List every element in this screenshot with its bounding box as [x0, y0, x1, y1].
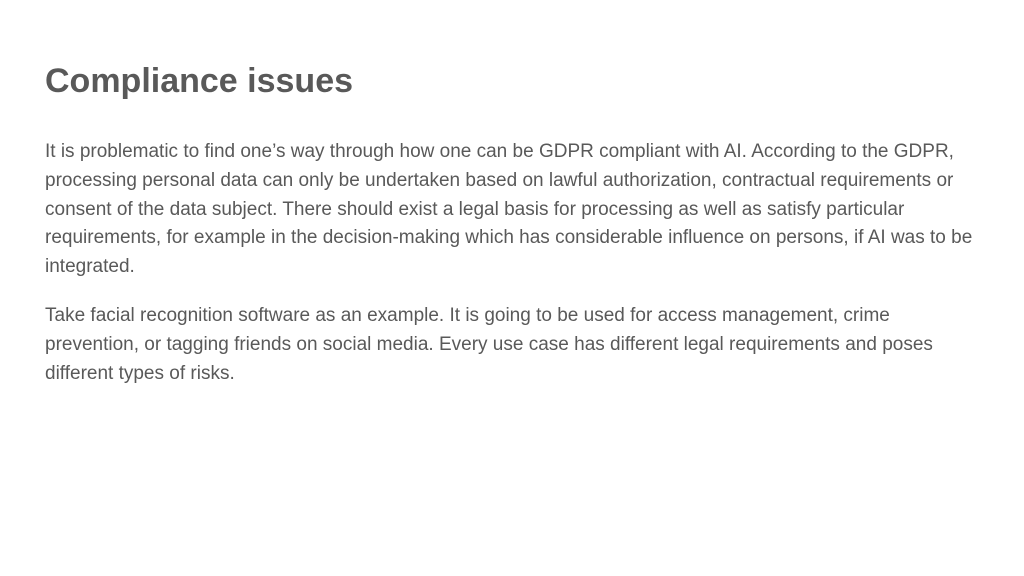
- slide-body: [45, 138, 985, 408]
- slide-title: Compliance issues: [45, 62, 354, 100]
- body-paragraph-1: It is problematic to find one’s way through how one can be GDPR compliant with AI. According to the GDPR, processing personal data can only be undertaken based on lawful authorization, contractual requirements or consent of the data subject. There should exist a legal basis for processing as well as satisfy particular requirements, for example in the decision-making which has considerable influence on persons, if AI was to be integrated.: [45, 141, 973, 278]
- body-paragraph-2: Take facial recognition software as an example. It is going to be used for access management, crime prevention, or tagging friends on social media. Every use case has different legal requirements and poses different types of risks.: [45, 304, 933, 384]
